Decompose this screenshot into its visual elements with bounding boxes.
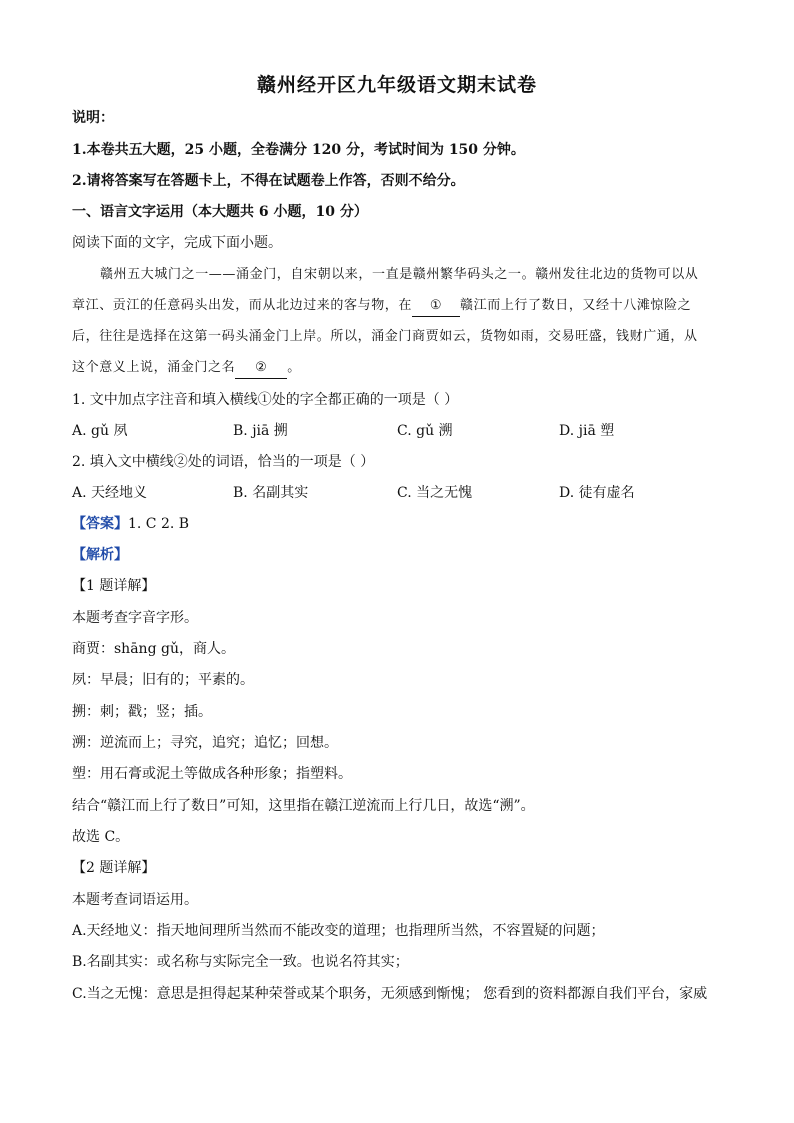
- detail-1-line-4: 搠：刺；戳；竖；插。: [72, 704, 212, 720]
- intro-line-2: 2.请将答案写在答题卡上，不得在试题卷上作答，否则不给分。: [72, 173, 465, 189]
- q1-option-a: A. gǔ 夙: [72, 423, 128, 439]
- answer-tag: 【答案】: [72, 516, 128, 532]
- detail-1-line-2: 商贾：shāng gǔ，商人。: [72, 641, 235, 657]
- q2-option-a: A. 天经地义: [72, 485, 148, 501]
- page-title: 赣州经开区九年级语文期末试卷: [256, 74, 537, 96]
- detail-2-line-4: C.当之无愧：意思是担得起某种荣誉或某个职务，无须感到惭愧； 您看到的资料都源自我们平台，家威: [72, 986, 708, 1002]
- intro-label: 说明：: [72, 110, 114, 126]
- detail-2-line-1: 本题考查词语运用。: [72, 892, 198, 908]
- passage-line-2: [72, 296, 722, 317]
- blank-1: ①: [412, 296, 460, 317]
- detail-2-tag: 【2 题详解】: [72, 860, 156, 876]
- q2-option-c: C. 当之无愧: [397, 485, 473, 501]
- passage-line-2-text: 章江、贡江的任意码头出发，而从北边过来的客与物，在: [72, 298, 413, 313]
- passage-line-4-tail: 。: [287, 360, 301, 375]
- detail-1-line-6: 塑：用石膏或泥土等做成各种形象；指塑料。: [72, 766, 352, 782]
- reading-prompt: 阅读下面的文字，完成下面小题。: [72, 235, 282, 251]
- detail-1-line-5: 溯：逆流而上；寻究，追究；追忆；回想。: [72, 735, 338, 751]
- answer-text: 1. C 2. B: [128, 516, 190, 532]
- q1-option-b: B. jiā 搠: [233, 423, 288, 439]
- detail-2-line-2: A.天经地义：指天地间理所当然而不能改变的道理；也指理所当然，不容置疑的问题；: [72, 923, 605, 939]
- passage-line-1: 赣州五大城门之一——涌金门，自宋朝以来，一直是赣州繁华码头之一。赣州发往北边的货物可以从: [100, 267, 699, 282]
- analysis-tag: 【解析】: [72, 547, 128, 563]
- passage-line-4: [72, 358, 722, 379]
- passage-line-3: 后，往往是选择在这第一码头涌金门上岸。所以，涌金门商贾如云，货物如雨，交易旺盛，钱财广通，从: [72, 329, 698, 344]
- detail-2-line-3: B.名副其实：或名称与实际完全一致。也说名符其实；: [72, 954, 409, 970]
- intro-line-1: 1.本卷共五大题，25 小题，全卷满分 120 分，考试时间为 150 分钟。: [72, 142, 525, 158]
- question-1: 1. 文中加点字注音和填入横线①处的字全都正确的一项是（ ）: [72, 392, 459, 408]
- q2-option-b: B. 名副其实: [233, 485, 309, 501]
- question-2: 2. 填入文中横线②处的词语，恰当的一项是（ ）: [72, 454, 375, 470]
- blank-2: ②: [235, 358, 287, 379]
- q2-option-d: D. 徒有虚名: [559, 485, 635, 501]
- passage-line-2-tail: 赣江而上行了数日，又经十八滩惊险之: [460, 298, 692, 313]
- q1-option-c: C. gǔ 溯: [397, 423, 453, 439]
- detail-1-line-1: 本题考查字音字形。: [72, 610, 198, 626]
- detail-1-line-7: 结合“赣江而上行了数日”可知，这里指在赣江逆流而上行几日，故选“溯”。: [72, 798, 535, 814]
- detail-1-line-3: 夙：早晨；旧有的；平素的。: [72, 672, 254, 688]
- q1-option-d: D. jiā 塑: [559, 423, 615, 439]
- detail-1-tag: 【1 题详解】: [72, 578, 156, 594]
- passage-line-4-text: 这个意义上说，涌金门之名: [72, 360, 236, 375]
- section-heading-1: 一、语言文字运用（本大题共 6 小题，10 分）: [72, 204, 368, 220]
- detail-1-line-8: 故选 C。: [72, 829, 130, 845]
- answer-row: [72, 514, 189, 534]
